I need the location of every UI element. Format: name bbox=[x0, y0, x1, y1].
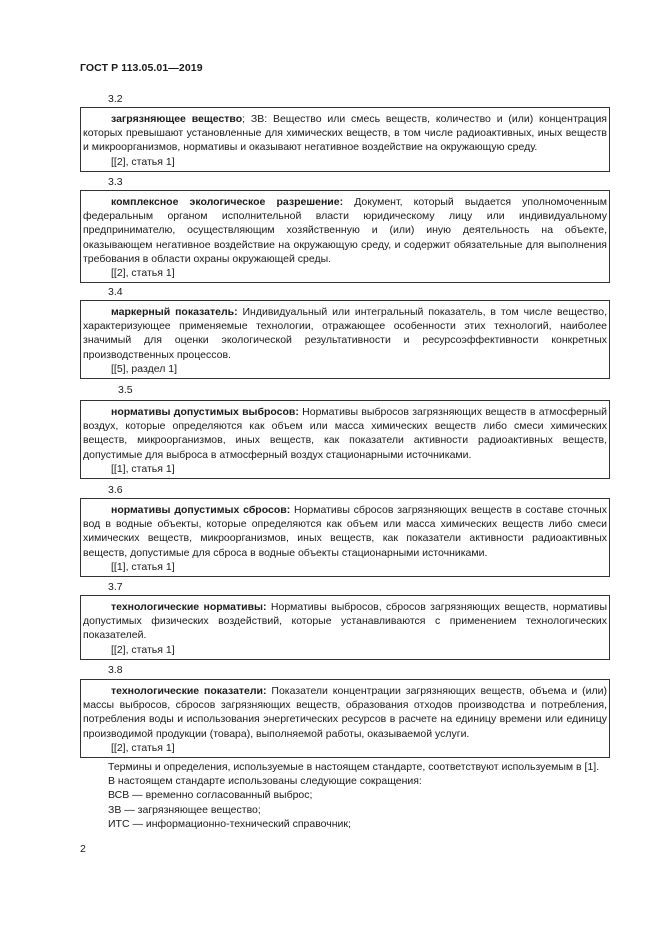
definition-box bbox=[80, 107, 610, 172]
term: нормативы допустимых сбросов: bbox=[111, 504, 291, 516]
document-header: ГОСТ Р 113.05.01—2019 bbox=[80, 62, 203, 74]
definition-text bbox=[83, 195, 607, 266]
definition-text bbox=[83, 405, 607, 462]
abbreviation-item: ВСВ — временно согласованный выброс; bbox=[108, 789, 313, 802]
definition: Нормативы выбросов загрязняющих веществ в атмосферный воздух, которые определяются как объем или масса химических веществ либо смеси химических веществ, микроорганизмов, иных веществ, как показатели активности радиоактивных веществ, допустимые для выброса в атмосферный воздух стационарными источниками. bbox=[83, 406, 607, 461]
term: технологические нормативы: bbox=[111, 601, 267, 613]
definition: Документ, который выдается уполномоченным федеральным органом исполнительной власти юридическому лицу или индивидуальному предпринимателю, осуществляющим хозяйственную и (или) иную деятельность на объекте, оказывающем негативное воздействие на окружающую среду, и содержит обязательные для выполнения требования в области охраны окружающей среды. bbox=[83, 196, 607, 265]
definition-text bbox=[83, 600, 607, 643]
source-ref: [[1], статья 1] bbox=[111, 560, 175, 573]
definition: Вещество или смесь веществ, количество и (или) концентрация которых превышают установленные для химических веществ, в том числе радиоактивных, иных веществ и микроорганизмов, нормативы и оказывают негативное воздействие на окружающую среду. bbox=[83, 113, 607, 154]
source-ref: [[1], статья 1] bbox=[111, 462, 175, 475]
definition: Нормативы сбросов загрязняющих веществ в составе сточных вод в водные объекты, которые определяются как объем или масса химических веществ либо смеси химических веществ, микроорганизмов, иных веществ, как показатели активности радиоактивных веществ, допустимые для сброса в водные объекты стационарными источниками. bbox=[83, 504, 607, 559]
definition-box bbox=[80, 679, 610, 758]
definition: Показатели концентрации загрязняющих веществ, объема и (или) массы выбросов, сбросов загрязняющих веществ, образования отходов производства и потребления, потребления воды и использования энергетических ресурсов в расчете на единицу времени или единицу производимой продукции (товара), выполняемой работы, оказываемой услуги. bbox=[83, 685, 607, 740]
term: комплексное экологическое разрешение: bbox=[111, 196, 344, 208]
entry-number: 3.4 bbox=[108, 286, 123, 298]
definition: Нормативы выбросов, сбросов загрязняющих веществ, нормативы допустимых физических воздействий, которые устанавливаются с применением технологических показателей. bbox=[83, 601, 608, 642]
term: маркерный показатель: bbox=[111, 306, 238, 318]
term-separator bbox=[343, 196, 354, 208]
definition-box bbox=[80, 498, 610, 577]
source-ref: [[5], раздел 1] bbox=[111, 362, 177, 375]
definition-text bbox=[83, 305, 607, 362]
entry-number: 3.6 bbox=[108, 484, 123, 496]
paragraph: В настоящем стандарте использованы следующие сокращения: bbox=[108, 775, 422, 788]
term: загрязняющее вещество bbox=[111, 113, 243, 125]
abbreviation-item: ИТС — информационно-технический справочник; bbox=[108, 817, 351, 830]
term: нормативы допустимых выбросов: bbox=[111, 406, 299, 418]
entry-number: 3.3 bbox=[108, 176, 123, 188]
abbreviation-item: ЗВ — загрязняющее вещество; bbox=[108, 803, 261, 816]
source-ref: [[2], статья 1] bbox=[111, 267, 175, 280]
definition-text bbox=[83, 503, 607, 560]
definition: Индивидуальный или интегральный показатель, в том числе вещество, характеризующее применяемые технологии, отражающее особенности этих технологий, наиболее значимый для оценки экологической результативности и ресурсоэффективности конкретных производственных процессов. bbox=[83, 306, 607, 361]
definition-box bbox=[80, 190, 610, 283]
entry-number: 3.2 bbox=[108, 93, 123, 105]
entry-number: 3.5 bbox=[118, 384, 133, 396]
entry-number: 3.8 bbox=[108, 664, 123, 676]
term-separator: ; ЗВ: bbox=[242, 113, 273, 125]
paragraph: Термины и определения, используемые в настоящем стандарте, соответствуют используемым в [1]. bbox=[108, 761, 600, 773]
entry-number: 3.7 bbox=[108, 581, 123, 593]
definition-text bbox=[83, 112, 607, 155]
definition-box bbox=[80, 595, 610, 660]
page-number: 2 bbox=[80, 843, 86, 855]
source-ref: [[2], статья 1] bbox=[111, 155, 175, 168]
definition-box bbox=[80, 300, 610, 379]
definition-box bbox=[80, 400, 610, 479]
term: технологические показатели: bbox=[111, 685, 267, 697]
source-ref: [[2], статья 1] bbox=[111, 643, 175, 656]
source-ref: [[2], статья 1] bbox=[111, 741, 175, 754]
definition-text bbox=[83, 684, 607, 741]
closing-text bbox=[80, 760, 610, 831]
